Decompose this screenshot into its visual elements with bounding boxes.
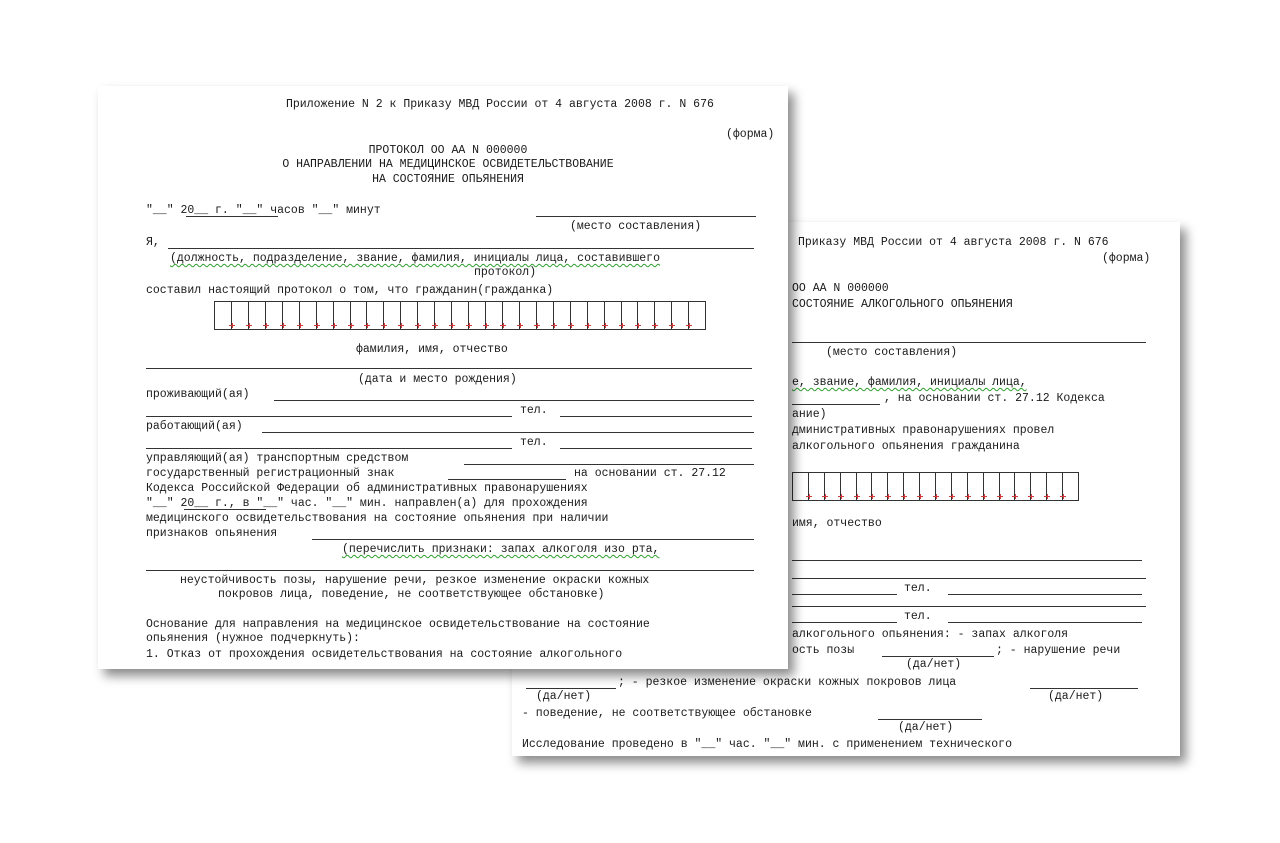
back-fio: имя, отчество	[792, 517, 882, 530]
back-line	[882, 656, 994, 657]
back-line	[792, 342, 1146, 343]
back-text-6: алкогольного опьянения: - запах алкоголя	[792, 628, 1069, 641]
front-line	[312, 539, 754, 540]
back-line-1	[792, 376, 1027, 389]
front-line	[536, 216, 756, 217]
front-tel-2: тел.	[520, 436, 548, 449]
back-title-1: ОО АА N 000000	[792, 282, 889, 295]
back-line	[1030, 688, 1138, 689]
front-line	[262, 432, 754, 433]
front-title-2: О НАПРАВЛЕНИИ НА МЕДИЦИНСКОЕ ОСВИДЕТЕЛЬСТВОВАНИЕ	[282, 158, 614, 171]
back-text-3: ание)	[792, 408, 827, 421]
back-line	[792, 594, 897, 595]
front-protokol: протокол)	[474, 266, 537, 279]
back-text-4: дминистративных правонарушениях провел	[792, 424, 1055, 437]
front-line	[464, 464, 754, 465]
front-line	[146, 448, 512, 449]
front-tel-1: тел.	[520, 404, 548, 417]
back-line	[526, 688, 616, 689]
front-priznak: признаков опьянения	[146, 527, 278, 540]
front-line	[560, 448, 752, 449]
front-fio: фамилия, имя, отчество	[356, 343, 508, 356]
front-title-1: ПРОТОКОЛ ОО АА N 000000	[368, 144, 528, 157]
back-text-5: алкогольного опьянения гражданина	[792, 440, 1020, 453]
back-tel-2: тел.	[904, 610, 932, 623]
back-line	[792, 560, 1142, 561]
front-line	[146, 368, 752, 369]
back-header: Приказу МВД России от 4 августа 2008 г. N 676	[798, 236, 1109, 249]
front-line	[184, 509, 266, 510]
front-osn: на основании ст. 27.12	[574, 467, 726, 480]
front-perech: (перечислить признаки: запах алкоголя изо рта,	[342, 543, 660, 556]
front-forma: (форма)	[726, 128, 775, 141]
front-line	[186, 216, 278, 217]
back-text-8: ; - резкое изменение окраски кожных покровов лица	[618, 676, 957, 689]
front-line	[146, 416, 512, 417]
back-line	[878, 719, 982, 720]
back-line	[792, 622, 897, 623]
back-text-7: ость позы	[792, 644, 855, 657]
letter-cell	[1063, 473, 1078, 500]
back-line	[792, 578, 1146, 579]
front-letter-grid	[214, 301, 706, 330]
front-pokrov: покровов лица, поведение, не соответствующее обстановке)	[218, 588, 605, 601]
back-danet-4: (да/нет)	[898, 721, 954, 734]
front-mesto: (место составления)	[570, 220, 702, 233]
back-line	[792, 404, 880, 405]
front-line	[274, 400, 754, 401]
front-kodeks: Кодекса Российской Федерации об административных правонарушениях	[146, 482, 588, 495]
front-med: медицинского освидетельствования на состояние опьянения при наличии	[146, 512, 609, 525]
front-ya: Я,	[146, 236, 160, 249]
back-forma: (форма)	[1102, 252, 1151, 265]
back-text-2: , на основании ст. 27.12 Кодекса	[884, 392, 1105, 405]
back-title-2: СОСТОЯНИЕ АЛКОГОЛЬНОГО ОПЬЯНЕНИЯ	[792, 298, 1013, 311]
front-dolzh-wrap	[170, 252, 660, 265]
front-upravl: управляющий(ая) транспортным средством	[146, 452, 409, 465]
front-line	[146, 570, 754, 571]
front-line	[560, 416, 752, 417]
front-sostavil: составил настоящий протокол о том, что гражданин(гражданка)	[146, 284, 554, 297]
front-osnovanie: Основание для направления на медицинское освидетельствование на состояние	[146, 618, 650, 631]
front-dolzh: (должность, подразделение, звание, фамилия, инициалы лица, составившего	[170, 252, 660, 265]
front-rabot: работающий(ая)	[146, 420, 243, 433]
back-danet-3: (да/нет)	[1048, 690, 1104, 703]
letter-cell	[689, 302, 705, 329]
front-prozhiv: проживающий(ая)	[146, 388, 250, 401]
back-line	[948, 594, 1142, 595]
back-danet-1: (да/нет)	[906, 658, 962, 671]
front-document-page	[98, 86, 788, 669]
front-otkaz: 1. Отказ от прохождения освидетельствования на состояние алкогольного	[146, 648, 623, 661]
back-tel-1: тел.	[904, 582, 932, 595]
front-header: Приложение N 2 к Приказу МВД России от 4 августа 2008 г. N 676	[286, 98, 714, 111]
front-neust: неустойчивость позы, нарушение речи, резкое изменение окраски кожных	[180, 574, 650, 587]
front-data-mesto: (дата и место рождения)	[358, 373, 517, 386]
back-line	[792, 606, 1146, 607]
front-line	[448, 479, 566, 480]
back-line	[948, 622, 1142, 623]
back-mesto: (место составления)	[826, 346, 958, 359]
back-text-7b: ; - нарушение речи	[996, 644, 1121, 657]
front-gos: государственный регистрационный знак	[146, 467, 395, 480]
front-perech-wrap	[342, 543, 659, 556]
front-opyan: опьянения (нужное подчеркнуть):	[146, 632, 360, 645]
back-text-9: - поведение, не соответствующее обстановке	[522, 707, 812, 720]
back-text-1: е, звание, фамилия, инициалы лица,	[792, 376, 1027, 389]
front-date-line: "__" 20__ г. "__" часов "__" минут	[146, 204, 381, 217]
front-line	[168, 248, 754, 249]
back-text-10: Исследование проведено в "__" час. "__" мин. с применением технического	[522, 738, 1012, 751]
front-napr: "__" 20__ г., в "__" час. "__" мин. направлен(а) для прохождения	[146, 497, 588, 510]
back-letter-grid	[792, 472, 1079, 501]
back-danet-2: (да/нет)	[536, 690, 592, 703]
front-title-3: НА СОСТОЯНИЕ ОПЬЯНЕНИЯ	[372, 173, 524, 186]
